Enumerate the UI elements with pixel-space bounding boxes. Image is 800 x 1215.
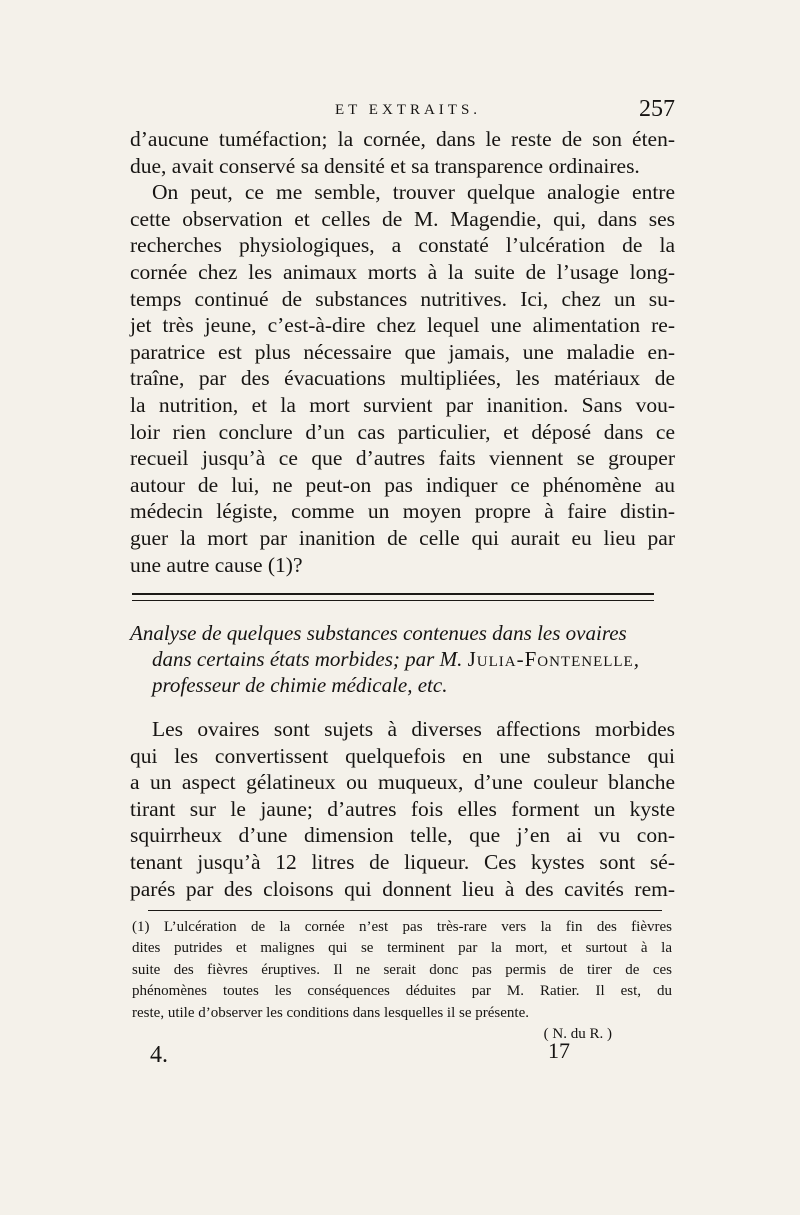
text-line: d’aucune tuméfaction; la cornée, dans le reste de son éten- [130, 127, 675, 151]
text-line: paratrice est plus nécessaire que jamais, une maladie en- [130, 339, 675, 364]
article-title-line [130, 646, 675, 672]
footnote-signature: ( N. du R. ) [543, 1026, 612, 1043]
text-line: une autre cause (1)? [130, 552, 303, 577]
footnote-line: (1) L’ulcération de la cornée n’est pas très-rare vers la fin des fièvres [132, 919, 672, 935]
text-line: parés par des cloisons qui donnent lieu à des cavités rem- [130, 876, 675, 901]
footnote-line: suite des fièvres éruptives. Il ne serait donc pas permis de tirer de ces [132, 961, 672, 978]
text-line: la nutrition, et la mort survient par inanition. Sans vou- [130, 392, 675, 417]
article-title-line: Analyse de quelques substances contenues dans les ovaires [130, 621, 627, 645]
footnote-line: reste, utile d’observer les conditions dans lesquelles il se présente. [132, 1004, 529, 1021]
text-line: jet très jeune, c’est-à-dire chez lequel une alimentation re- [130, 313, 675, 338]
text-line: a un aspect gélatineux ou muqueux, d’une couleur blanche [130, 770, 675, 795]
text-line: loir rien conclure d’un cas particulier, et déposé dans ce [130, 419, 675, 444]
text-line: temps continué de substances nutritives. Ici, chez un su- [130, 286, 675, 311]
body-paragraphs [130, 126, 675, 578]
article-author: Julia-Fontenelle [467, 647, 634, 671]
running-head [130, 96, 675, 124]
signature-mark: 4. [150, 1042, 168, 1068]
text-line: guer la mort par inanition de celle qui aurait eu lieu par [130, 525, 675, 550]
text-line: médecin légiste, comme un moyen propre à faire distin- [130, 499, 675, 524]
signature-number: 17 [548, 1038, 570, 1063]
section-divider [132, 593, 654, 601]
article-title-punct: , [633, 647, 639, 671]
running-title: ET EXTRAITS. [335, 102, 482, 118]
footnote-divider [148, 910, 662, 911]
text-line: cette observation et celles de M. Magendie, qui, dans ses [130, 206, 675, 231]
text-line: squirrheux d’une dimension telle, que j’en ai vu con- [130, 823, 675, 848]
text-line: tenant jusqu’à 12 litres de liqueur. Ces kystes sont sé- [130, 849, 675, 874]
article-title-text: dans certains états morbides; par M. [152, 647, 468, 671]
text-line: traîne, par des évacuations multipliées, les matériaux de [130, 366, 675, 391]
text-line: recherches physiologiques, a constaté l’ulcération de la [130, 233, 675, 258]
footnote-line: phénomènes toutes les conséquences déduites par M. Ratier. Il est, du [132, 983, 672, 1000]
text-line: tirant sur le jaune; d’autres fois elles forment un kyste [130, 796, 675, 821]
page-number: 257 [639, 96, 675, 122]
text-line: On peut, ce me semble, trouver quelque analogie entre [152, 180, 675, 205]
text-line: recueil jusqu’à ce que d’autres faits viennent se grouper [130, 446, 675, 471]
article-title [130, 620, 675, 698]
article-title-line: professeur de chimie médicale, etc. [152, 673, 448, 697]
footnote-line: dites putrides et malignes qui se terminent par la mort, et surtout à la [132, 940, 672, 957]
text-line: Les ovaires sont sujets à diverses affections morbides [152, 717, 675, 741]
text-line: due, avait conservé sa densité et sa transparence ordinaires. [130, 153, 640, 178]
text-line: autour de lui, ne peut-on pas indiquer ce phénomène au [130, 472, 675, 497]
footnote [132, 917, 672, 1045]
text-line: cornée chez les animaux morts à la suite de l’usage long- [130, 259, 675, 284]
text-line: qui les convertissent quelquefois en une substance qui [130, 743, 675, 768]
article-body [130, 716, 675, 902]
